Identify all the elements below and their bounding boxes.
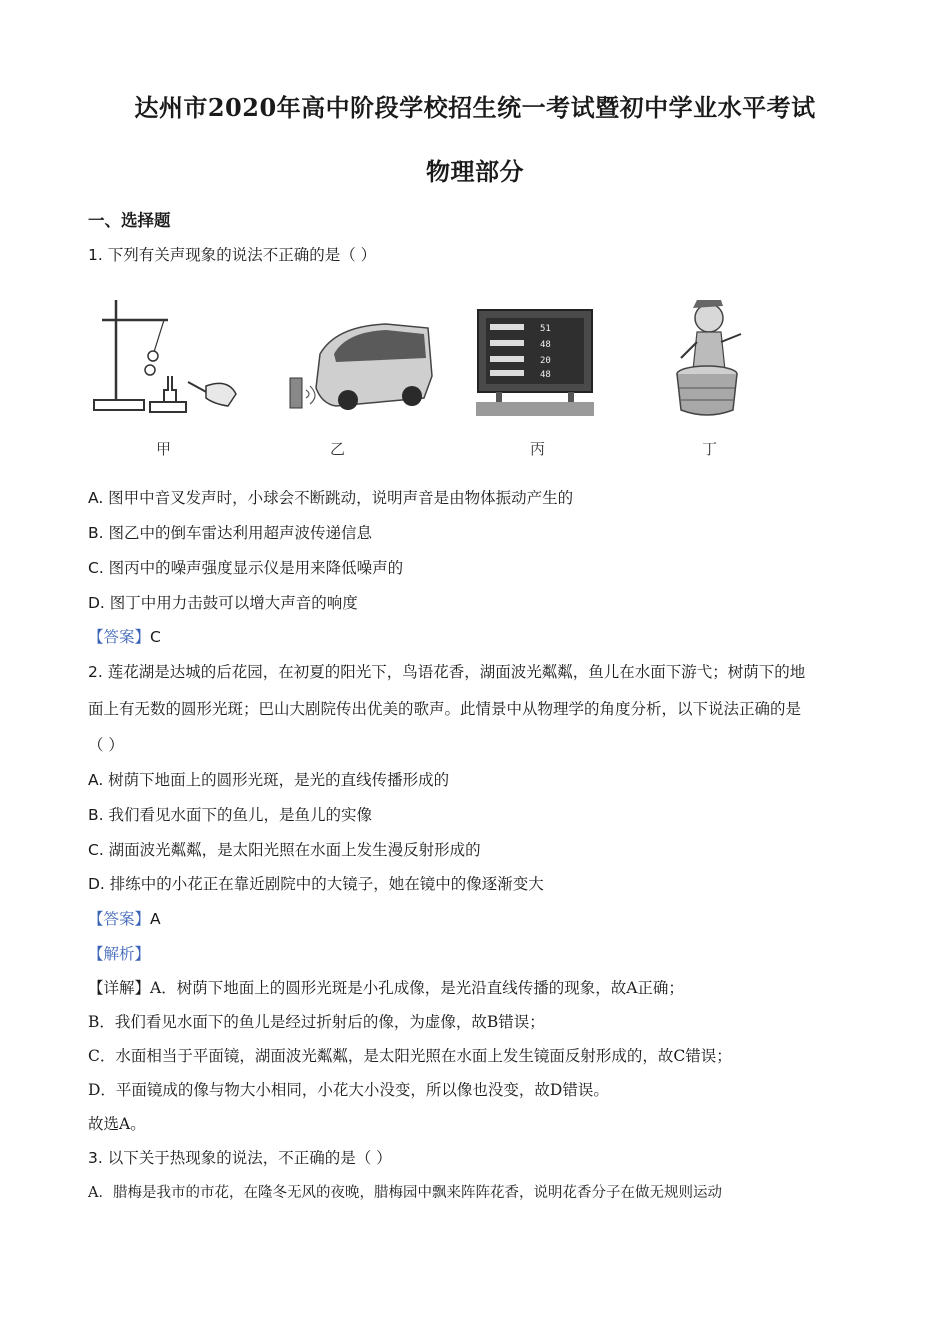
q2-detail-line-4: D．平面镜成的像与物大小相同，小花大小没变，所以像也没变，故D错误。: [88, 1081, 609, 1099]
panel-reading-4: 48: [540, 370, 551, 380]
q2-stem-line-1: 2. 莲花湖是达城的后花园，在初夏的阳光下，鸟语花香，湖面波光粼粼，鱼儿在水面下游弋；树荫下的地: [88, 663, 806, 681]
q2-detail-line-2: B．我们看见水面下的鱼儿是经过折射后的像，为虚像，故B错误；: [88, 1013, 545, 1031]
q3-stem: 3. 以下关于热现象的说法，不正确的是（ ）: [88, 1149, 392, 1167]
q1-answer-tag: 【答案】: [88, 628, 151, 646]
tuning-fork-apparatus-image: [88, 290, 248, 430]
q2-detail-line-1: 【详解】A．树荫下地面上的圆形光斑是小孔成像，是光沿直线传播的现象，故A正确；: [88, 979, 684, 997]
q2-analysis-tag: 【解析】: [88, 945, 151, 963]
q1-answer: [88, 625, 888, 647]
fig-label-bing: 丙: [530, 440, 546, 458]
page-subtitle: 物理部分: [426, 157, 524, 186]
noise-display-panel-image: [476, 308, 596, 418]
q2-answer-value: A: [150, 910, 161, 928]
q2-option-d: D. 排练中的小花正在靠近剧院中的大镜子，她在镜中的像逐渐变大: [88, 875, 544, 893]
q1-figure: [88, 290, 788, 460]
panel-reading-2: 48: [540, 340, 551, 350]
q2-conclusion: 故选A。: [88, 1115, 146, 1133]
q2-detail-line-3: C．水面相当于平面镜，湖面波光粼粼，是太阳光照在水面上发生镜面反射形成的，故C错误；: [88, 1047, 732, 1065]
drum-beating-image: [663, 292, 753, 422]
q1-option-c: C. 图丙中的噪声强度显示仪是用来降低噪声的: [88, 559, 404, 577]
fig-label-jia: 甲: [156, 440, 172, 458]
q2-stem-line-3: （ ）: [88, 736, 124, 754]
q2-option-b: B. 我们看见水面下的鱼儿，是鱼儿的实像: [88, 806, 372, 824]
q1-option-b: B. 图乙中的倒车雷达利用超声波传递信息: [88, 524, 372, 542]
fig-label-yi: 乙: [330, 440, 346, 458]
fig-label-ding: 丁: [702, 440, 718, 458]
panel-reading-1: 51: [540, 324, 551, 334]
q1-answer-value: C: [150, 628, 161, 646]
page-title: 达州市2020年高中阶段学校招生统一考试暨初中学业水平考试: [134, 93, 816, 122]
section-heading: 一、选择题: [88, 211, 171, 230]
q2-stem-line-2: 面上有无数的圆形光斑；巴山大剧院传出优美的歌声。此情景中从物理学的角度分析，以下说法正确的是: [88, 700, 802, 718]
q2-option-a: A. 树荫下地面上的圆形光斑，是光的直线传播形成的: [88, 771, 450, 789]
q1-stem: 1. 下列有关声现象的说法不正确的是（ ）: [88, 246, 377, 264]
q2-answer: [88, 907, 888, 929]
q2-answer-tag: 【答案】: [88, 910, 151, 928]
car-reversing-radar-image: [286, 318, 436, 418]
panel-reading-3: 20: [540, 356, 551, 366]
q1-option-a: A. 图甲中音叉发声时，小球会不断跳动，说明声音是由物体振动产生的: [88, 489, 574, 507]
q1-option-d: D. 图丁中用力击鼓可以增大声音的响度: [88, 594, 358, 612]
q3-option-a: A．腊梅是我市的市花，在隆冬无风的夜晚，腊梅园中飘来阵阵花香，说明花香分子在做无规则运动: [88, 1185, 722, 1201]
q2-option-c: C. 湖面波光粼粼，是太阳光照在水面上发生漫反射形成的: [88, 841, 481, 859]
